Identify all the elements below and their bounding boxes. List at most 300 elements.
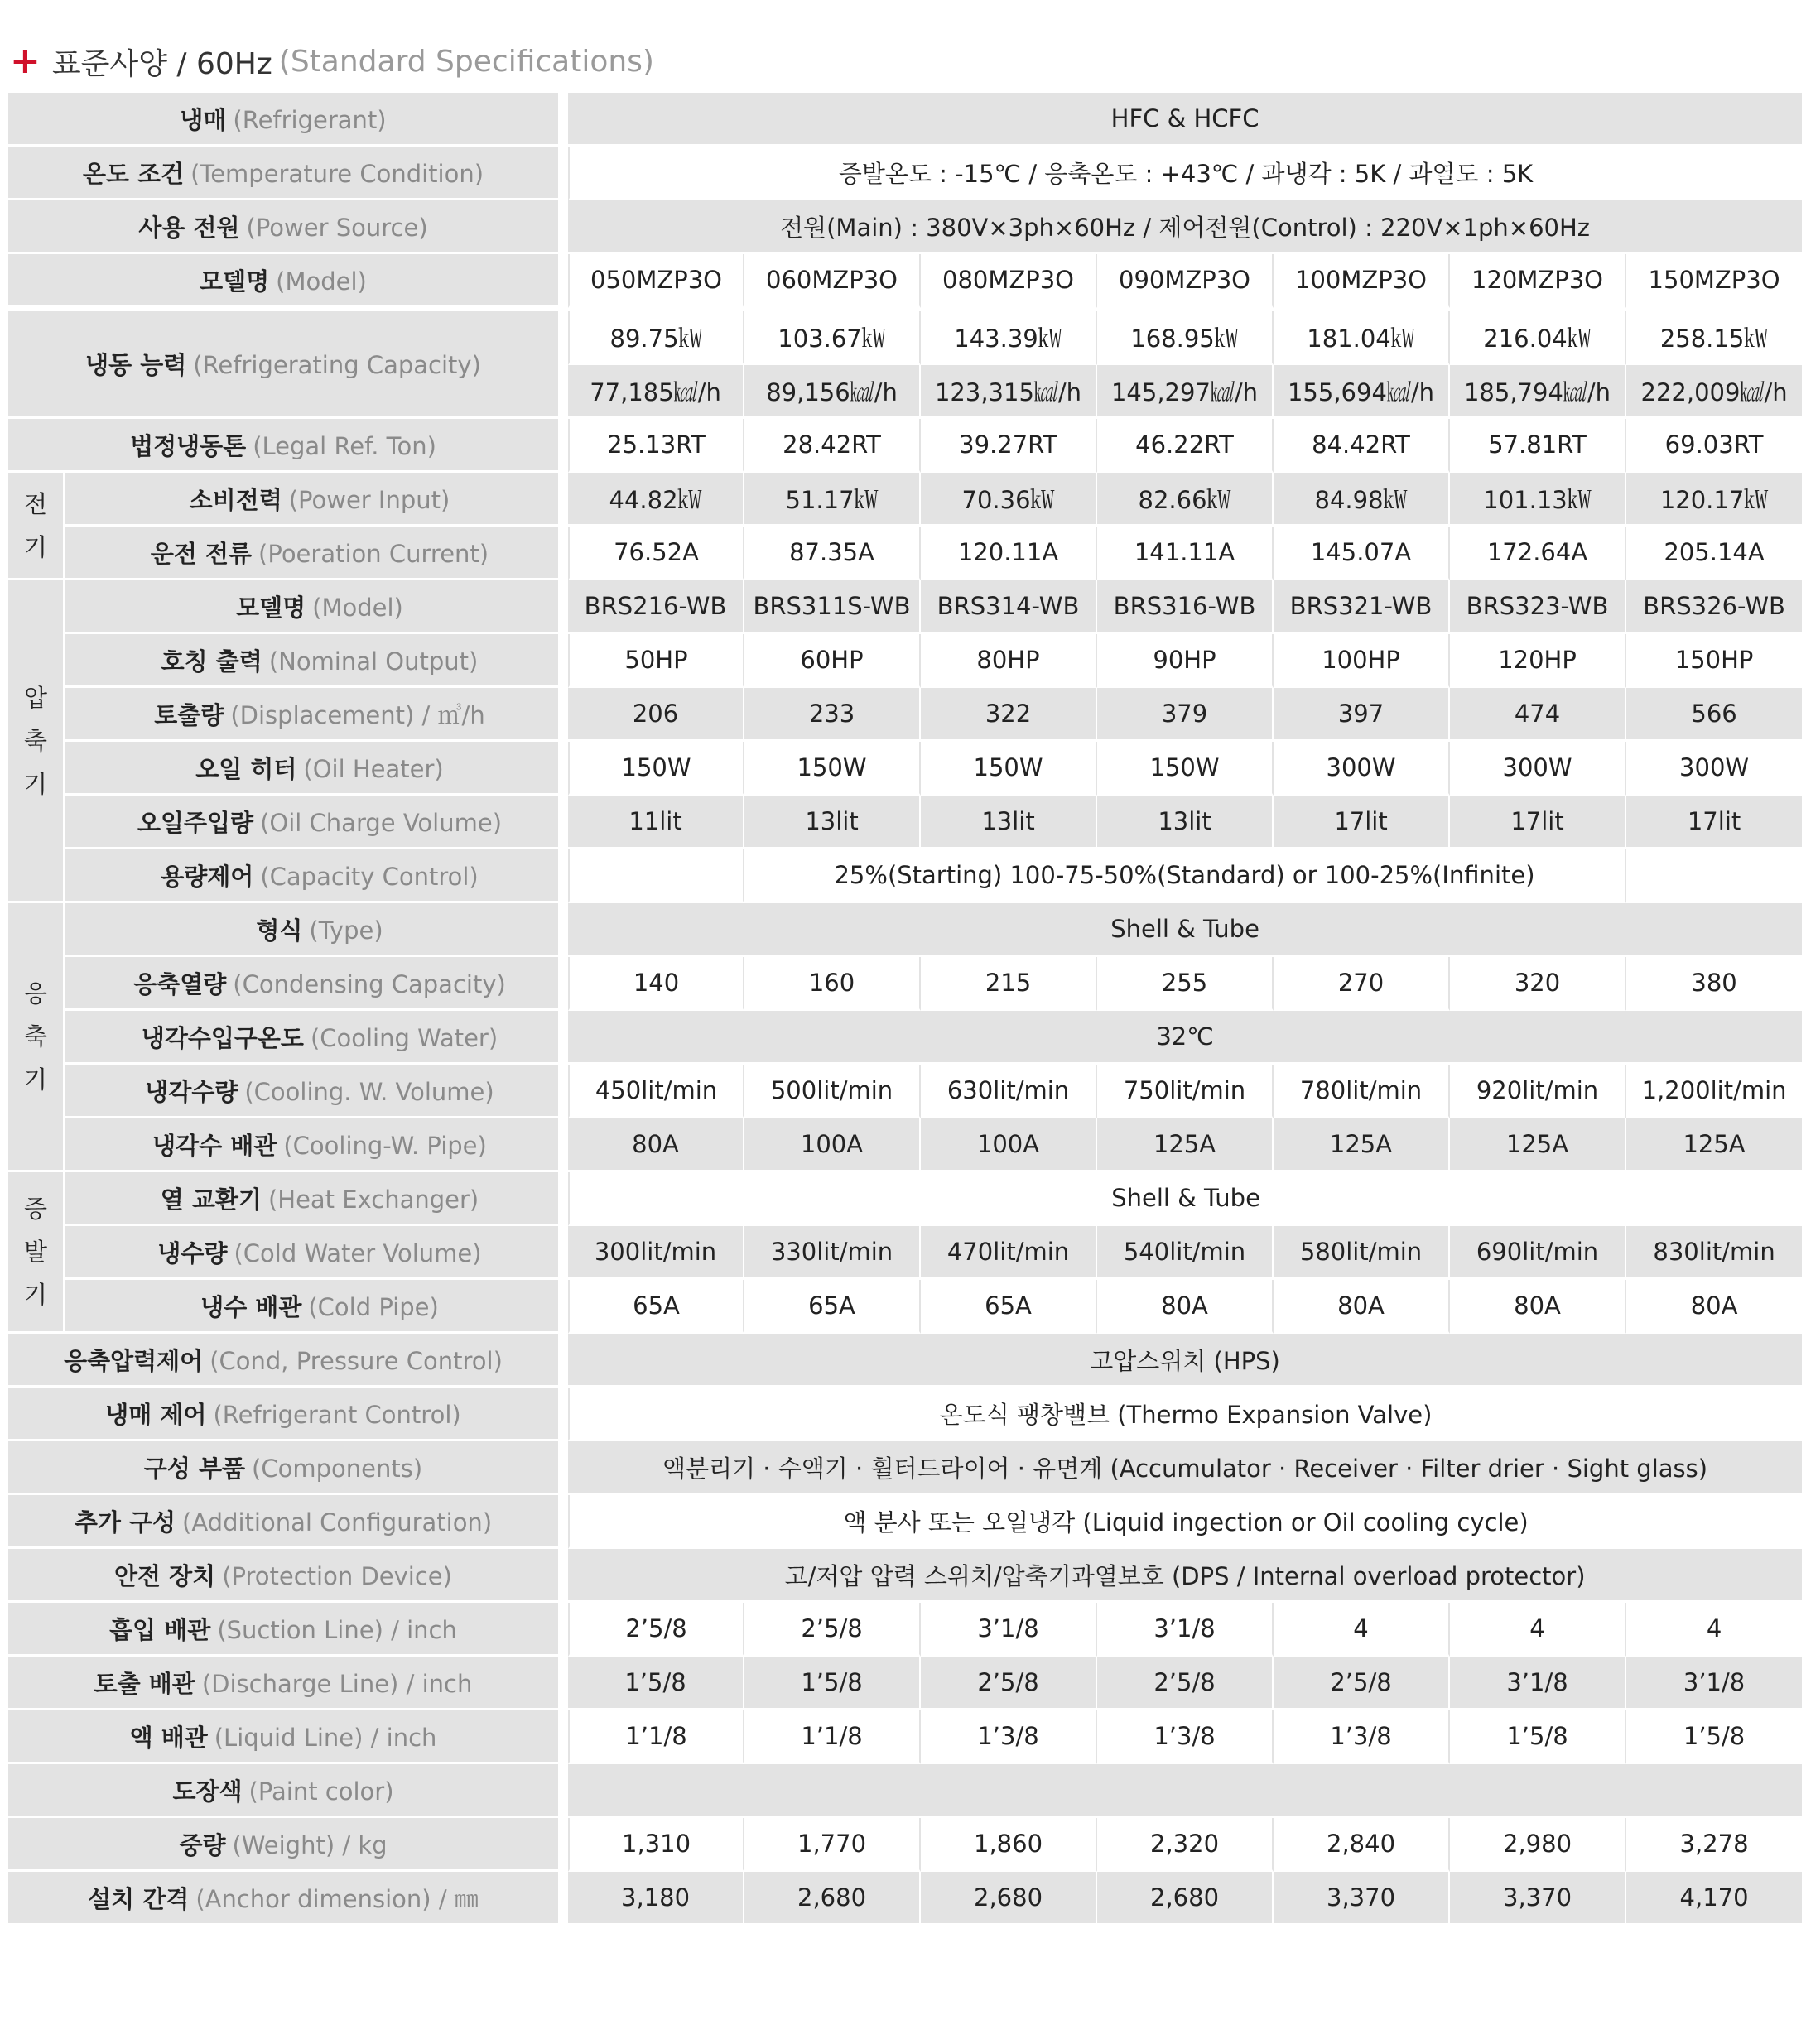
label-en: (Oil Heater) (303, 754, 444, 783)
title-en: (Standard Specifications) (278, 44, 654, 79)
value-cell: 160 (744, 957, 921, 1011)
value-cell: 205.14A (1626, 527, 1804, 580)
value-cell: 65A (744, 1280, 921, 1334)
value-cell: 2’5/8 (568, 1603, 744, 1657)
value-cell: 255 (1097, 957, 1274, 1011)
group-char: 전 (23, 489, 47, 518)
value-cell: 150W (1097, 742, 1274, 796)
value-cell: 84.98㎾ (1274, 473, 1450, 527)
label-en: (Weight) (232, 1830, 335, 1859)
label-ko: 오일 히터 (195, 754, 297, 783)
label-en: (Cold Water Volume) (234, 1238, 482, 1267)
value-span-cell: 고/저압 압력 스위치/압축기과열보호 (DPS / Internal overload protector) (568, 1549, 1804, 1603)
row-label (65, 1172, 568, 1226)
value-cell: 44.82㎾ (568, 473, 744, 527)
row-cooling-pipe (8, 1118, 1804, 1172)
row-comp-model (8, 580, 1804, 634)
value-cell: 120.17㎾ (1626, 473, 1804, 527)
row-ref-control (8, 1388, 1804, 1441)
value-cell: BRS311S-WB (744, 580, 921, 634)
label-ko: 토출 배관 (94, 1669, 195, 1698)
value-cell: 3’1/8 (1097, 1603, 1274, 1657)
group-char: 축 (23, 726, 47, 755)
value-cell: 920lit/min (1450, 1065, 1626, 1118)
value-cell: BRS216-WB (568, 580, 744, 634)
label-ko: 냉매 제어 (105, 1400, 207, 1429)
value-cell: 215 (921, 957, 1097, 1011)
row-label (65, 1280, 568, 1334)
label-en: (Components) (252, 1454, 423, 1483)
value-cell: 39.27RT (921, 419, 1097, 473)
label-en: (Discharge Line) (201, 1669, 399, 1698)
label-en: (Cooling. W. Volume) (244, 1077, 494, 1106)
group-char: 기 (23, 532, 47, 561)
label-ko: 도장색 (172, 1777, 243, 1806)
value-cell: 125A (1626, 1118, 1804, 1172)
label-ko: 온도 조건 (82, 159, 185, 188)
row-heat-exchanger (8, 1172, 1804, 1226)
row-label (8, 1603, 568, 1657)
value-cell: 13lit (921, 796, 1097, 849)
row-current (8, 527, 1804, 580)
value-cell: 580lit/min (1274, 1226, 1450, 1280)
row-liquid (8, 1710, 1804, 1764)
row-cond-type (8, 903, 1804, 957)
value-cell: 2’5/8 (1097, 1657, 1274, 1710)
label-ko: 구성 부품 (143, 1454, 246, 1483)
value-cell: 690lit/min (1450, 1226, 1626, 1280)
value-cell: 100HP (1274, 634, 1450, 688)
label-ko: 냉각수 배관 (152, 1131, 277, 1160)
value-cell: 57.81RT (1450, 419, 1626, 473)
row-label (65, 580, 568, 634)
row-cond-pressure (8, 1334, 1804, 1388)
label-ko: 소비전력 (189, 485, 282, 514)
value-cell: 65A (921, 1280, 1097, 1334)
label-en: (Model) (312, 593, 403, 622)
value-cell: 1,860 (921, 1818, 1097, 1872)
value-cell: 1,310 (568, 1818, 744, 1872)
value-cell: 300W (1626, 742, 1804, 796)
value-cell: BRS321-WB (1274, 580, 1450, 634)
value-cell: 750lit/min (1097, 1065, 1274, 1118)
value-span-cell: 증발온도 : -15℃ / 응축온도 : +43℃ / 과냉각 : 5K / 과열도 : 5K (568, 147, 1804, 200)
label-ko: 설치 간격 (88, 1884, 190, 1913)
row-label (8, 1549, 568, 1603)
row-label (65, 742, 568, 796)
value-cell: 13lit (744, 796, 921, 849)
value-cell: 181.04㎾ (1274, 311, 1450, 365)
label-en: (Additional Configuration) (182, 1508, 493, 1537)
value-cell: 1’1/8 (568, 1710, 744, 1764)
row-displacement (8, 688, 1804, 742)
spec-table (8, 93, 1804, 1926)
value-cell: 70.36㎾ (921, 473, 1097, 527)
value-cell: 89,156㎉/h (744, 365, 921, 419)
row-label (65, 957, 568, 1011)
row-label (8, 1818, 568, 1872)
value-cell: 3,278 (1626, 1818, 1804, 1872)
value-cell: 500lit/min (744, 1065, 921, 1118)
row-label (8, 1657, 568, 1710)
value-cell: 270 (1274, 957, 1450, 1011)
label-unit: / ㎥/h (414, 700, 485, 729)
label-ko: 안전 장치 (114, 1561, 216, 1590)
value-cell: 76.52A (568, 527, 744, 580)
row-power (8, 200, 1804, 254)
label-ko: 응축열량 (133, 969, 227, 998)
value-cell: 3’1/8 (1450, 1657, 1626, 1710)
group-char: 기 (23, 1065, 47, 1094)
label-en: (Oil Charge Volume) (260, 808, 503, 837)
empty-cell (1626, 849, 1804, 903)
value-span-cell: Shell & Tube (568, 1172, 1804, 1226)
value-cell: 3’1/8 (1626, 1657, 1804, 1710)
label-en: (Anchor dimension) (195, 1884, 431, 1913)
value-cell: 2,680 (921, 1872, 1097, 1926)
value-cell: 150HP (1626, 634, 1804, 688)
value-cell: 1’1/8 (744, 1710, 921, 1764)
row-cooling-water (8, 1011, 1804, 1065)
value-cell: 3,370 (1450, 1872, 1626, 1926)
value-cell: 2’5/8 (1274, 1657, 1450, 1710)
label-ko: 모델명 (236, 593, 306, 622)
label-en: (Cold Pipe) (308, 1292, 439, 1321)
row-label (65, 849, 568, 903)
row-cold-volume (8, 1226, 1804, 1280)
value-cell: 1’5/8 (744, 1657, 921, 1710)
value-cell: 2’5/8 (744, 1603, 921, 1657)
row-cold-pipe (8, 1280, 1804, 1334)
value-cell: 566 (1626, 688, 1804, 742)
row-suction (8, 1603, 1804, 1657)
label-ko: 냉수 배관 (200, 1292, 302, 1321)
value-cell: 46.22RT (1097, 419, 1274, 473)
value-cell: 100A (744, 1118, 921, 1172)
label-ko: 중량 (179, 1830, 226, 1859)
label-en: (Refrigerating Capacity) (193, 351, 481, 379)
value-cell: 330lit/min (744, 1226, 921, 1280)
value-cell: 141.11A (1097, 527, 1274, 580)
value-cell: 300lit/min (568, 1226, 744, 1280)
row-label (8, 1388, 568, 1441)
empty-cell (568, 1764, 1804, 1818)
label-ko: 흡입 배관 (109, 1615, 211, 1644)
value-cell: 17lit (1450, 796, 1626, 849)
title-ko: 표준사양 / 60Hz (51, 46, 272, 81)
value-cell: 4,170 (1626, 1872, 1804, 1926)
value-cell: 100MZP3O (1274, 254, 1450, 308)
row-label (65, 473, 568, 527)
value-cell: 300W (1274, 742, 1450, 796)
label-en: (Model) (276, 267, 367, 296)
value-cell: 17lit (1626, 796, 1804, 849)
value-cell: 84.42RT (1274, 419, 1450, 473)
row-label (65, 688, 568, 742)
group-char: 기 (23, 769, 47, 798)
value-cell: 258.15㎾ (1626, 311, 1804, 365)
value-cell: 233 (744, 688, 921, 742)
value-span-cell: 액분리기 · 수액기 · 휠터드라이어 · 유면계 (Accumulator · Receiver · Filter drier · Sight glass) (568, 1441, 1804, 1495)
label-ko: 열 교환기 (160, 1185, 262, 1214)
value-cell: 1’5/8 (1626, 1710, 1804, 1764)
row-label (8, 1710, 568, 1764)
group-compressor (8, 580, 65, 903)
row-components (8, 1441, 1804, 1495)
group-char: 축 (23, 1022, 47, 1051)
value-cell: 450lit/min (568, 1065, 744, 1118)
row-legal-ton (8, 419, 1804, 473)
row-label (8, 147, 568, 200)
row-label (8, 1441, 568, 1495)
value-cell: 168.95㎾ (1097, 311, 1274, 365)
label-unit: / inch (398, 1669, 473, 1698)
value-cell: 397 (1274, 688, 1450, 742)
row-capacity-control (8, 849, 1804, 903)
row-label (65, 1065, 568, 1118)
row-label (65, 634, 568, 688)
label-ko: 냉수량 (157, 1238, 228, 1267)
value-cell: 125A (1450, 1118, 1626, 1172)
value-cell: 630lit/min (921, 1065, 1097, 1118)
value-cell: BRS323-WB (1450, 580, 1626, 634)
label-en: (Cooling-W. Pipe) (283, 1131, 487, 1160)
value-cell: 2,980 (1450, 1818, 1626, 1872)
value-span-cell: 온도식 팽창밸브 (Thermo Expansion Valve) (568, 1388, 1804, 1441)
value-cell: 140 (568, 957, 744, 1011)
value-cell: 3,180 (568, 1872, 744, 1926)
value-cell: 1,200lit/min (1626, 1065, 1804, 1118)
row-protection (8, 1549, 1804, 1603)
value-cell: 60HP (744, 634, 921, 688)
value-cell: 470lit/min (921, 1226, 1097, 1280)
label-ko: 용량제어 (161, 862, 254, 891)
row-label (65, 527, 568, 580)
label-en: (Cooling Water) (310, 1023, 498, 1052)
value-cell: 65A (568, 1280, 744, 1334)
value-cell: 120.11A (921, 527, 1097, 580)
value-cell: 4 (1626, 1603, 1804, 1657)
empty-cell (568, 849, 744, 903)
row-label (8, 1764, 568, 1818)
value-cell: 80A (1097, 1280, 1274, 1334)
row-refrigerant (8, 93, 1804, 147)
label-ko: 냉각수량 (145, 1077, 238, 1106)
value-cell: 13lit (1097, 796, 1274, 849)
value-cell: 28.42RT (744, 419, 921, 473)
label-en: (Paint color) (248, 1777, 394, 1806)
value-cell: 123,315㎉/h (921, 365, 1097, 419)
row-label (8, 1334, 568, 1388)
group-char: 응 (23, 979, 47, 1008)
value-cell: BRS316-WB (1097, 580, 1274, 634)
value-cell: 89.75㎾ (568, 311, 744, 365)
value-cell: 1,770 (744, 1818, 921, 1872)
row-model (8, 254, 1804, 308)
label-ko: 냉동 능력 (85, 351, 187, 379)
value-cell: 1’5/8 (1450, 1710, 1626, 1764)
row-additional (8, 1495, 1804, 1549)
row-temperature (8, 147, 1804, 200)
value-cell: 540lit/min (1097, 1226, 1274, 1280)
value-cell: 3,370 (1274, 1872, 1450, 1926)
group-char: 발 (23, 1238, 47, 1266)
value-span-cell: 32℃ (568, 1011, 1804, 1065)
value-cell: 69.03RT (1626, 419, 1804, 473)
label-en: (Condensing Capacity) (233, 969, 506, 998)
value-cell: 101.13㎾ (1450, 473, 1626, 527)
label-en: (Displacement) (230, 700, 415, 729)
value-cell: 125A (1274, 1118, 1450, 1172)
value-cell: 11lit (568, 796, 744, 849)
row-nominal-output (8, 634, 1804, 688)
value-cell: 51.17㎾ (744, 473, 921, 527)
value-cell: 90HP (1097, 634, 1274, 688)
value-cell: 125A (1097, 1118, 1274, 1172)
label-ko: 토출량 (154, 700, 224, 729)
value-cell: 150W (921, 742, 1097, 796)
value-cell: 143.39㎾ (921, 311, 1097, 365)
row-label (65, 796, 568, 849)
label-en: (Nominal Output) (268, 647, 479, 676)
value-cell: 87.35A (744, 527, 921, 580)
row-label (8, 419, 568, 473)
value-cell: 379 (1097, 688, 1274, 742)
label-en: (Cond, Pressure Control) (209, 1346, 503, 1375)
label-en: (Capacity Control) (260, 862, 479, 891)
value-cell: 150W (744, 742, 921, 796)
value-cell: 4 (1274, 1603, 1450, 1657)
row-capacity-kw (8, 311, 1804, 365)
row-paint (8, 1764, 1804, 1818)
value-cell: 80A (1626, 1280, 1804, 1334)
row-label (65, 1118, 568, 1172)
value-span-cell: 고압스위치 (HPS) (568, 1334, 1804, 1388)
value-cell: 380 (1626, 957, 1804, 1011)
value-cell: 206 (568, 688, 744, 742)
value-cell: BRS314-WB (921, 580, 1097, 634)
value-cell: 222,009㎉/h (1626, 365, 1804, 419)
value-cell: 50HP (568, 634, 744, 688)
label-ko: 호칭 출력 (161, 647, 262, 676)
value-cell: 090MZP3O (1097, 254, 1274, 308)
label-unit: / inch (383, 1615, 457, 1644)
group-char: 기 (23, 1281, 47, 1309)
label-en: (Temperature Condition) (190, 159, 484, 188)
label-en: (Refrigerant) (233, 105, 387, 134)
value-cell: 060MZP3O (744, 254, 921, 308)
row-oil-heater (8, 742, 1804, 796)
group-electric (8, 473, 65, 580)
value-cell: 1’3/8 (1097, 1710, 1274, 1764)
value-span-cell: 전원(Main) : 380V×3ph×60Hz / 제어전원(Control) : 220V×1ph×60Hz (568, 200, 1804, 254)
value-cell: 103.67㎾ (744, 311, 921, 365)
section-title (10, 36, 654, 86)
group-char: 압 (23, 683, 47, 712)
label-en: (Suction Line) (217, 1615, 383, 1644)
value-cell: 2’5/8 (921, 1657, 1097, 1710)
value-cell: 050MZP3O (568, 254, 744, 308)
value-cell: 1’3/8 (921, 1710, 1097, 1764)
value-cell: 80A (1274, 1280, 1450, 1334)
value-cell: 300W (1450, 742, 1626, 796)
row-label (8, 1872, 568, 1926)
value-cell: 2,320 (1097, 1818, 1274, 1872)
label-en: (Power Input) (288, 485, 450, 514)
row-label (65, 1226, 568, 1280)
label-unit: / inch (363, 1723, 437, 1752)
label-ko: 모델명 (200, 267, 270, 296)
value-cell: 145.07A (1274, 527, 1450, 580)
value-span-cell: Shell & Tube (568, 903, 1804, 957)
label-ko: 액 배관 (129, 1723, 208, 1752)
label-en: (Liquid Line) (214, 1723, 364, 1752)
value-cell: 80HP (921, 634, 1097, 688)
value-cell: 120MZP3O (1450, 254, 1626, 308)
value-span-cell: 25%(Starting) 100-75-50%(Standard) or 100-25%(Infinite) (744, 849, 1626, 903)
value-cell: 185,794㎉/h (1450, 365, 1626, 419)
label-ko: 응축압력제어 (64, 1346, 204, 1375)
value-cell: 2,840 (1274, 1818, 1450, 1872)
row-label (8, 200, 568, 254)
value-cell: 100A (921, 1118, 1097, 1172)
value-cell: 2,680 (1097, 1872, 1274, 1926)
row-weight (8, 1818, 1804, 1872)
value-span-cell: HFC & HCFC (568, 93, 1804, 147)
value-cell: 322 (921, 688, 1097, 742)
label-en: (Poeration Current) (258, 539, 489, 568)
label-ko: 형식 (256, 916, 303, 945)
row-power-input (8, 473, 1804, 527)
value-cell: 80A (568, 1118, 744, 1172)
value-cell: 172.64A (1450, 527, 1626, 580)
label-ko: 사용 전원 (138, 213, 240, 242)
value-cell: 150MZP3O (1626, 254, 1804, 308)
row-label (8, 1495, 568, 1549)
row-discharge (8, 1657, 1804, 1710)
value-cell: 120HP (1450, 634, 1626, 688)
value-cell: 474 (1450, 688, 1626, 742)
label-ko: 냉매 (180, 105, 227, 134)
value-cell: 1’5/8 (568, 1657, 744, 1710)
value-cell: 216.04㎾ (1450, 311, 1626, 365)
label-en: (Protection Device) (222, 1561, 452, 1590)
value-cell: 320 (1450, 957, 1626, 1011)
row-label (65, 903, 568, 957)
label-ko: 운전 전류 (150, 539, 253, 568)
value-cell: 80A (1450, 1280, 1626, 1334)
row-label (8, 254, 568, 308)
label-en: (Power Source) (246, 213, 428, 242)
value-cell: BRS326-WB (1626, 580, 1804, 634)
row-anchor (8, 1872, 1804, 1926)
value-cell: 830lit/min (1626, 1226, 1804, 1280)
label-ko: 추가 구성 (74, 1508, 176, 1537)
row-label (8, 311, 568, 419)
value-cell: 82.66㎾ (1097, 473, 1274, 527)
group-condenser (8, 903, 65, 1172)
value-cell: 77,185㎉/h (568, 365, 744, 419)
value-cell: 780lit/min (1274, 1065, 1450, 1118)
value-cell: 2,680 (744, 1872, 921, 1926)
value-cell: 080MZP3O (921, 254, 1097, 308)
row-cooling-volume (8, 1065, 1804, 1118)
label-en: (Type) (309, 916, 383, 945)
label-ko: 냉각수입구온도 (141, 1023, 304, 1052)
label-unit: / kg (335, 1830, 388, 1859)
group-char: 증 (23, 1195, 47, 1223)
label-en: (Legal Ref. Ton) (253, 431, 436, 460)
